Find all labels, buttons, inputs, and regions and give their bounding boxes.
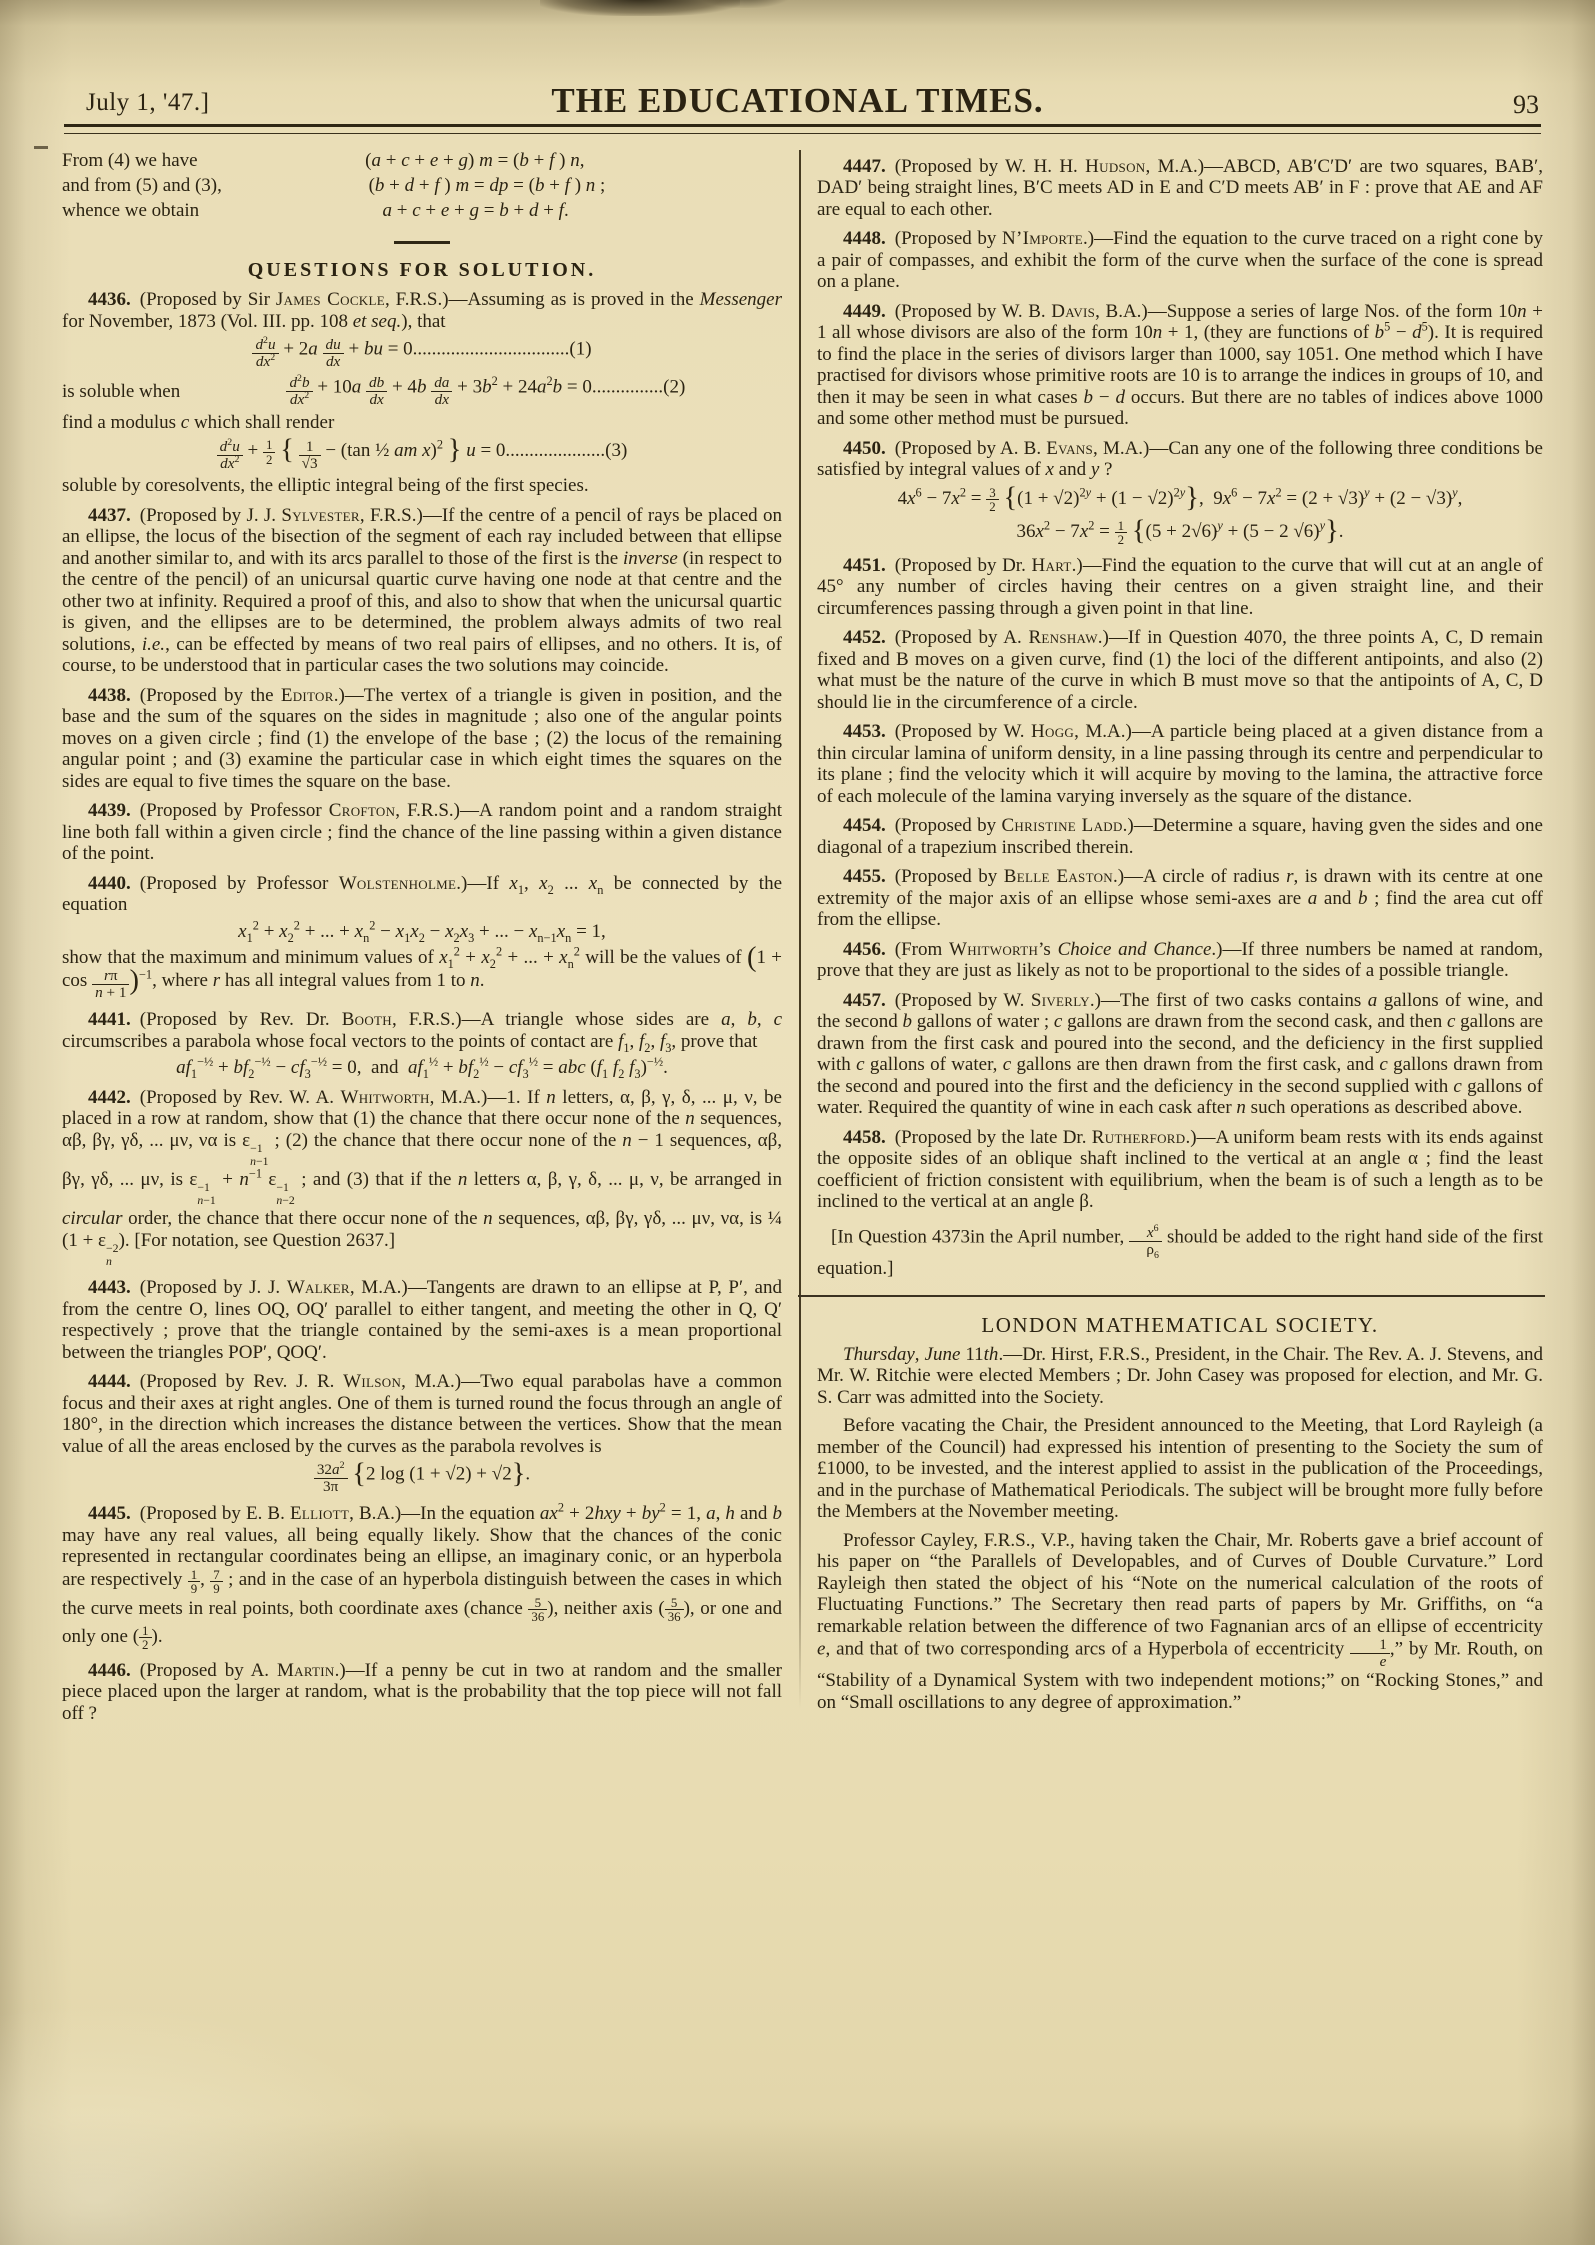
question-item: [62, 1500, 783, 1653]
question-body: (Proposed by Sir James Cockle, F.R.S.)—Assuming as is proved in the Messenger for November, 1873 (Vol. III. pp. 108 et seq.), that $\frac{d^2u}{dx^2}$ + 2a $\frac{du}{dx}$ + bu = 0.................................(1) is soluble when $\frac{d^2b}{dx^2}$ + 10a $\frac{db}{dx}$ + 4b $\frac{da}{dx}$ + $3b^2 + 24a^2b = 0...............(2)$ find a modulus c which shall render $\frac{d^2u}{dx^2}$ + $\frac{1}{2}$ { $\frac{1}{√3}$ − (tan ½ am x)$^2$ } u = 0.....................(3) soluble by coresolvents, the elliptic integral being of the first species.: [62, 289, 782, 497]
question-number: 4451.: [843, 554, 886, 576]
question-item: [62, 505, 782, 677]
question-body: (Proposed by Rev. W. A. Whitworth, M.A.)—1. If n letters, α, β, γ, δ, ... μ, ν, be placed in a row at random, show that (1) the chance that there occur none of the n sequences, αβ, βγ, γδ, ... μν, να is ε −1 n−1 ; (2) the chance that there occur none of the n − 1 sequences, αβ, βγ, γδ, ... μν, is ε −1 n−1 + $n^{-1}$ ε −1 n−2 ; and (3) that if the n letters α, β, γ, δ, ... μ, ν, be arranged in circular order, the chance that there occur none of the n sequences, αβ, βγ, γδ, ... μν, να, is ¼ (1 + ε −2 n ). [For notation, see Question 2637.]: [62, 1086, 783, 1269]
question-item: [62, 1009, 782, 1079]
fragment-label: whence we obtain: [62, 199, 200, 221]
question-body: (Proposed by A. Martin.)—If a penny be cut in two at random and the smaller piece placed upon the larger at random, what is the probability that the top piece will not fall off ?: [62, 1659, 782, 1724]
question-item: [62, 873, 782, 1001]
question-item: [817, 301, 1543, 430]
question-item: [817, 438, 1543, 547]
question-body: (From Whitworth’s Choice and Chance.)—If three numbers be named at random, prove that they are just as likely as not to be propor⁠tional to the sides of a possible triangle.: [817, 938, 1543, 982]
questions-list-right: [817, 156, 1543, 1213]
question-item: [62, 1277, 782, 1363]
question-item: [62, 289, 782, 497]
question-body: (Proposed by J. J. Walker, M.A.)—Tangents are drawn to an ellipse at P, P′, and from the centre O, lines OQ, OQ′ parallel to either tangent, and meeting the other in Q, Q′ respectively ; prove that the triangle contained by the semi-axes is a mean proportional between the triangles POP′, QOQ′.: [62, 1277, 782, 1363]
question-item: [62, 1087, 782, 1270]
fragment-row: [62, 198, 782, 223]
masthead-rule: [64, 124, 1541, 134]
question-number: 4437.: [88, 504, 131, 526]
question-body: (Proposed by Christine Ladd.)—Determine a square, having gven the sides and one diagonal of a trapezium inscribed therein.: [817, 815, 1543, 858]
question-body: (Proposed by W. H. H. Hudson, M.A.)—ABCD, AB′C′D′ are two squares, BAB′, DAD′ being straight lines, B′C meets AD in E and C′D meets AB′ in F : prove that AE and AF are equal to each other.: [817, 155, 1543, 220]
question-item: [817, 721, 1543, 807]
question-number: 4458.: [843, 1126, 886, 1148]
question-item: [62, 800, 782, 865]
society-report: [817, 1344, 1543, 1713]
question-item: [817, 1127, 1543, 1213]
question-number: 4454.: [843, 815, 886, 837]
question-item: [817, 627, 1543, 713]
question-item: [62, 1371, 782, 1495]
society-title: LONDON MATHEMATICAL SOCIETY.: [981, 1313, 1379, 1338]
question-body: (Proposed by Rev. Dr. Booth, F.R.S.)—A triangle whose sides are a, b, c circumscribes a parabola whose focal vectors to the points of contact are $f_1$, $f_2$, $f_3$, prove that $af_1^{-\frac{1}{2}} + bf_2^{-\frac{1}{2}} - cf_3^{-\frac{1}{2}} = 0$, and $af_1^{\frac{1}{2}} + bf_2^{\frac{1}{2}} - cf_3^{\frac{1}{2}}$ = abc ($f_1$ $f_2$ $f_3)^{-\frac{1}{2}}$.: [62, 1009, 783, 1081]
question-body: (Proposed by J. J. Sylvester, F.R.S.)—If the centre of a pencil of rays be placed on an ellipse, the locus of the bisection of the segment of each ray included between that ellipse and another similar to, and with its arcs parallel to those of the first is the inverse (in respect to the centre of the pencil) of an unicursal quartic curve having one node at that centre and the other two at infinity. Required a proof of this, and also to show that when the unicursal quartic is given, and the ellipses are to be determined, the problem always admits of two real solutions, i.e., can be effected by means of two real pairs of ellipses, and no others. It is, of course, to be understood that in particular cases the two solutions may coincide.: [62, 504, 783, 677]
question-number: 4455.: [843, 866, 886, 888]
question-body: (Proposed by Belle Easton.)—A circle of radius r, is drawn with its centre at one extremity of the major axis of an ellipse whose semi-axes are a and b ; find the area cut off from the ellipse.: [817, 866, 1544, 931]
questions-list-left: [62, 289, 782, 1724]
question-body: (Proposed by the Editor.)—The vertex of a triangle is given in position, and the base and the sum of the squares on the sides in magnitude ; also one of the angular points moves on a given circle ; find (1) the envelope of the base ; (2) the locus of the remaining angular point ; and (3) examine the particular case in which eight times the squares on the sides are equal to five times the square on the base.: [62, 684, 783, 792]
issue-date: July 1, '47.]: [86, 89, 210, 116]
question-body: (Proposed by N’Importe.)—Find the equation to the curve traced on a right cone by a pair of compasses, and exhibit the form of the curve when the surface of the cone is spread on a plane.: [817, 228, 1543, 292]
question-number: 4456.: [843, 938, 886, 960]
question-number: 4443.: [88, 1277, 131, 1299]
society-paragraph: Before vacating the Chair, the President announced to the Meeting, that Lord Rayleigh (a member of the Council) had expressed his intention of presenting to the Society the sum of £1000, to be invested, and the interest applied to assist in the publication of the Proceedings, and in the purchase of Mathematical Periodicals. The subject will be brought more fully before the Members at the November meeting.: [817, 1415, 1543, 1523]
question-item: [817, 990, 1543, 1119]
question-body: (Proposed by Dr. Hart.)—Find the equation to the curve that will cut at an angle of 45° any number of circles having their centres on a given straight line, and their circumferences passing through a given point in that line.: [817, 554, 1543, 619]
question-item: [817, 939, 1543, 982]
question-body: (Proposed by Professor Wolstenholme.)—If $x_1$, $x_2$ ... $x_n$ be connected by the equation $x_1^2 + x_2^2$ + ... + $x_n^2 - x_1x_2 - x_2x_3$ + ... − $x_{n-1}x_n = 1$, show that the maximum and minimum values of $x_1^2 + x_2^2$ + ... + $x_n^2$ will be the values of (1 + cos $\frac{r\pi}{n + 1}$ )$^{-1}$, where r has all integral values from 1 to n.: [62, 872, 783, 1002]
fragment-label: and from (5) and (3),: [62, 174, 222, 196]
question-body: (Proposed by W. Hogg, M.A.)—A particle being placed at a given distance from a thin circular lamina of uniform density, in a line passing through its centre and perpendicular to its plane ; find the velocity which it will acquire by moving to the lamina, the attractive force of each molecule of the lamina varying inversely as the square of the distance.: [817, 721, 1543, 807]
fragment-formula: (a + c + e + g) m = (b + f ) n,: [365, 149, 585, 171]
question-number: 4457.: [843, 989, 886, 1011]
journal-title: THE EDUCATIONAL TIMES.: [551, 81, 1044, 120]
question-body: (Proposed by Professor Crofton, F.R.S.)—A random point and a random straight line both fall within a given circle ; find the chance of the line passing within a given distance of the point.: [62, 800, 782, 865]
left-column: [62, 148, 782, 1725]
column-divider-rule: [799, 150, 801, 1725]
question-number: 4446.: [88, 1659, 131, 1681]
question-number: 4441.: [88, 1009, 131, 1031]
question-number: 4444.: [88, 1371, 131, 1393]
masthead: [0, 0, 1595, 134]
question-body: (Proposed by W. B. Davis, B.A.)—Suppose a series of large Nos. of the form 10n + 1 all whose divisors are also of the form 10n + 1, (they are functions of $b^5 - d^5$). It is required to find the place in the series of divisors larger than 1000, say 1051. One method which I have practised for divisors whose primitive roots are 10 is to arrange the indices in groups of 10, and then it may be seen in what cases b − d occurs. But there are no tables of indices above 1000 and some other method must be pursued.: [817, 300, 1544, 429]
question-number: 4448.: [843, 228, 886, 249]
section-separator-rule: [394, 241, 450, 244]
right-column: [817, 148, 1543, 1725]
question-item: [817, 815, 1543, 858]
section-title-questions: QUESTIONS FOR SOLUTION.: [247, 258, 597, 281]
question-number: 4445.: [88, 1503, 131, 1525]
question-number: 4453.: [843, 721, 886, 743]
fragment-formula: (b + d + f ) m = dp = (b + f ) n ;: [368, 174, 606, 196]
erratum-note: [In Question 4373​in the April number, $\frac{x^6}{\rho_6}$ should be added to the right hand side of the first equation.]: [817, 1222, 1543, 1279]
question-number: 4452.: [843, 627, 886, 649]
question-body: (Proposed by A. B. Evans, M.A.)—Can any one of the following three conditions be satisfied by integral values of x and y ? $4x^6 - 7x^2$ = $\frac{3}{2}$ $\{(1 + √2)^{2y} + (1 - √2)^{2y}\}$, $9x^6 - 7x^2 = (2 + √3)^y + (2 - √3)^y$, $36x^2 - 7x^2$ = $\frac{1}{2}$ {$(5 + 2√6)^y + (5 - 2$ √6)$^y$}.: [817, 437, 1543, 548]
question-number: 4439.: [88, 800, 131, 822]
question-item: [817, 555, 1543, 620]
question-number: 4442.: [88, 1086, 131, 1108]
fragment-row: [62, 173, 782, 198]
question-item: [62, 1660, 782, 1725]
fragment-formula: a + c + e + g = b + d + f.: [382, 199, 569, 221]
question-body: (Proposed by Rev. J. R. Wilson, M.A.)—Two equal parabolas have a common focus and their axes at right angles. One of them is turned round the focus through an angle of 180°, in the direction which increases the distance between the vertices. Show that the mean value of all the areas enclosed by the curves as the parabola revolves is $\frac{32a^2}{3\pi}$ {2 log (1 + √2) + √2}.: [62, 1371, 782, 1496]
two-column-body: [62, 148, 1543, 1725]
question-number: 4450.: [843, 437, 886, 459]
question-body: (Proposed by E. B. Elliott, B.A.)—In the equation $ax^2 + 2hxy + by^2 = 1$, a, h and b may have any real values, all being equally likely. Show that the chances of the conic represented in rectangular coordinates being an ellipse, an imaginary conic, or an hyperbola are respectively $\frac{1}{9}$ , $\frac{7}{9}$ ; and in the case of an hyperbola distinguish between the cases in which the curve meets in real points, both coordinate axes (chance $\frac{5}{36}$ ), neither axis ( $\frac{5}{36}$ ), or one and only one ( $\frac{1}{2}$ ).: [62, 1500, 783, 1653]
question-number: 4438.: [88, 684, 131, 706]
question-number: 4449.: [843, 300, 886, 322]
question-body: (Proposed by W. Siverly.)—The first of two casks contains a gallons of wine, and the second b gallons of water ; c gallons are drawn from the second cask, and then c gallons are drawn from the first cask and poured into the second, and the deficiency in the first supplied with c gallons of water, c gallons are then drawn from the first cask, and c gallons drawn from the second and poured into the first and the deficiency in the second supplied with c gallons of water. Required the quantity of wine in each cask after n such operations as described above.: [817, 989, 1544, 1119]
question-item: [817, 866, 1543, 931]
question-item: [817, 228, 1543, 293]
question-item: [817, 156, 1543, 221]
question-number: 4436.: [88, 289, 131, 310]
solution-continuation: [62, 148, 782, 223]
question-item: [62, 685, 782, 793]
society-paragraph: Thursday, June 11th.—Dr. Hirst, F.R.S., President, in the Chair. The Rev. A. J. Stevens, and Mr. W. Ritchie were elected Members ; Dr. John Casey was proposed for election, and Mr. G. S. Carr was admitted into the Society.: [817, 1343, 1544, 1408]
margin-mark: [34, 146, 48, 149]
question-number: 4440.: [88, 872, 131, 894]
question-body: (Proposed by A. Renshaw.)—If in Question 4070, the three points A, C, D remain fixed and B moves on a given curve, find (1) the loci of the different antipoints, and also (2) what must be the nature of the curve in which B must move so that the antipoints of A, C, D should lie in the circumference of a circle.: [817, 627, 1543, 713]
fragment-label: From (4) we have: [62, 149, 198, 171]
question-number: 4447.: [843, 155, 886, 177]
fragment-row: [62, 148, 782, 173]
page-number: 93: [1513, 90, 1539, 119]
society-paragraph: Professor Cayley, F.R.S., V.P., having taken the Chair, Mr. Roberts gave a brief account of his paper on “the Parallels of Developables, and of Curves of Double Curvature.” Lord Rayleigh then stated the object of his “Note on the numerical calculation of the roots of Fluctuating Functions.” The Secretary then read parts of papers by Mr. Griffiths, on “a remarkable relation between the difference of two Fagnanian arcs of an ellipse of eccentricity e, and that of two corresponding arcs of a Hyperbola of eccentricity $\frac{1}{e}$ ,” by Mr. Routh, on “Stability of a Dynamical System with two independent motions;” on “Rocking Stones,” and on “Small oscillations to any degree of approximation.”: [817, 1529, 1544, 1713]
question-body: (Proposed by the late Dr. Rutherford.)—A uniform beam rests with its ends against the opposite sides of an oblique shaft inclined to the vertical at an angle α ; find the least coefficient of friction consistent with equilibrium, when the beam is of such a length as to be inclined to the vertical at an angle β.: [817, 1126, 1544, 1213]
society-separator-rule: [798, 1295, 1545, 1297]
